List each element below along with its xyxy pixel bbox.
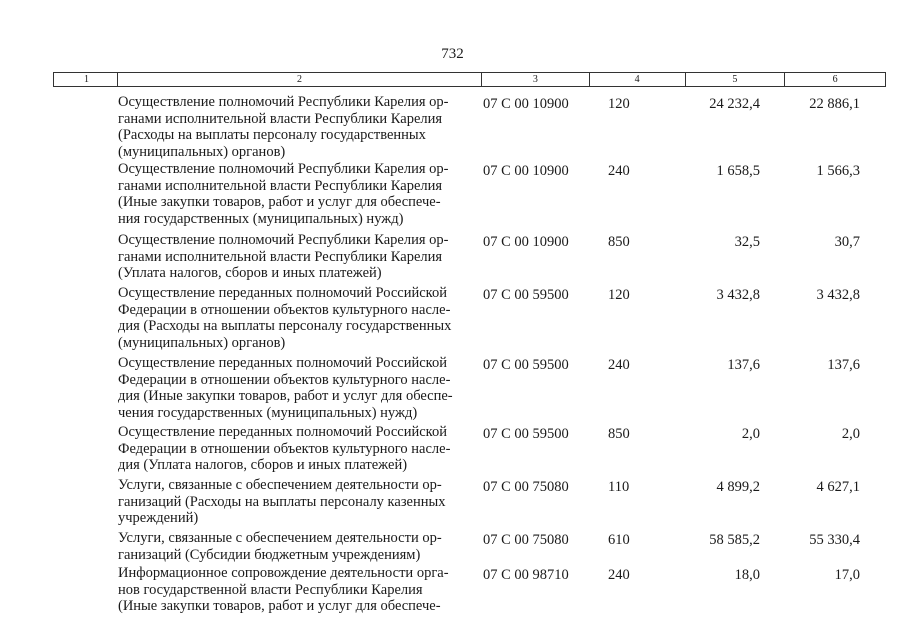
row-description-line: Осуществление полномочий Республики Карелия ор- (118, 161, 449, 177)
row-amount-col5: 1 658,5 (716, 163, 760, 179)
row-amount-col5: 137,6 (727, 357, 760, 373)
row-amount-col5: 2,0 (741, 426, 760, 442)
row-description-line: (Иные закупки товаров, работ и услуг для обеспече- (118, 598, 441, 615)
table-row (0, 565, 905, 616)
row-amount-col5: 3 432,8 (716, 287, 760, 303)
page-number: 732 (441, 46, 464, 62)
table-row (0, 424, 905, 477)
row-description-line: ния государственных (муниципальных) нужд) (118, 210, 404, 227)
row-description-line: (муниципальных) органов) (118, 143, 286, 160)
row-amount-col6: 3 432,8 (816, 287, 860, 303)
table-row (0, 530, 905, 565)
row-target-code: 07 С 00 10900 (483, 234, 569, 250)
header-col-5: 5 (686, 73, 786, 86)
table-row (0, 161, 905, 232)
row-amount-col5: 4 899,2 (716, 479, 760, 495)
row-target-code: 07 С 00 59500 (483, 426, 569, 442)
row-description (118, 565, 473, 615)
row-description-line: Информационное сопровождение деятельности орга- (118, 565, 449, 581)
row-description (118, 477, 473, 527)
row-amount-col6: 55 330,4 (809, 532, 860, 548)
row-description-line: ганами исполнительной власти Республики Карелия (118, 248, 443, 265)
row-description-line: ганами исполнительной власти Республики Карелия (118, 110, 443, 127)
row-expense-type: 850 (608, 234, 630, 250)
row-description-line: Услуги, связанные с обеспечением деятельности ор- (118, 530, 442, 546)
row-description (118, 530, 473, 563)
row-target-code: 07 С 00 59500 (483, 357, 569, 373)
row-amount-col5: 32,5 (734, 234, 760, 250)
header-col-1: 1 (54, 73, 118, 86)
table-body (0, 94, 905, 616)
row-description (118, 424, 473, 474)
row-amount-col6: 1 566,3 (816, 163, 860, 179)
row-description-line: Федерации в отношении объектов культурного насле- (118, 371, 451, 388)
row-description (118, 285, 473, 351)
row-target-code: 07 С 00 10900 (483, 96, 569, 112)
row-description-line: Услуги, связанные с обеспечением деятельности ор- (118, 477, 442, 493)
row-description-line: дия (Уплата налогов, сборов и иных платежей) (118, 457, 408, 474)
header-col-3: 3 (482, 73, 590, 86)
row-description-line: (муниципальных) органов) (118, 334, 286, 351)
row-description-line: Федерации в отношении объектов культурного насле- (118, 440, 451, 457)
row-amount-col6: 137,6 (827, 357, 860, 373)
row-description-line: ганизаций (Расходы на выплаты персоналу казенных (118, 493, 446, 510)
row-amount-col5: 24 232,4 (709, 96, 760, 112)
row-target-code: 07 С 00 10900 (483, 163, 569, 179)
row-description (118, 161, 473, 227)
row-description-line: Федерации в отношении объектов культурного насле- (118, 301, 451, 318)
row-description-line: нов государственной власти Республики Карелия (118, 581, 423, 598)
header-col-2: 2 (118, 73, 482, 86)
row-description-line: Осуществление переданных полномочий Российской (118, 355, 447, 371)
table-row (0, 94, 905, 161)
table-row (0, 285, 905, 355)
row-amount-col5: 18,0 (734, 567, 760, 583)
row-expense-type: 850 (608, 426, 630, 442)
header-col-4: 4 (590, 73, 686, 86)
row-description (118, 355, 473, 421)
row-expense-type: 240 (608, 357, 630, 373)
row-description-line: дия (Расходы на выплаты персоналу государственных (118, 318, 452, 335)
row-description (118, 94, 473, 160)
row-description-line: чения государственных (муниципальных) нужд) (118, 404, 418, 421)
row-amount-col6: 4 627,1 (816, 479, 860, 495)
row-description (118, 232, 473, 282)
row-amount-col5: 58 585,2 (709, 532, 760, 548)
table-row (0, 355, 905, 424)
row-description-line: учреждений) (118, 510, 199, 527)
row-expense-type: 120 (608, 96, 630, 112)
row-description-line: (Расходы на выплаты персоналу государственных (118, 127, 426, 144)
row-description-line: ганами исполнительной власти Республики Карелия (118, 177, 443, 194)
row-description-line: (Уплата налогов, сборов и иных платежей) (118, 265, 382, 282)
row-target-code: 07 С 00 59500 (483, 287, 569, 303)
row-expense-type: 610 (608, 532, 630, 548)
table-header-row (53, 72, 886, 87)
table-row (0, 232, 905, 285)
row-expense-type: 240 (608, 567, 630, 583)
row-amount-col6: 17,0 (834, 567, 860, 583)
row-expense-type: 120 (608, 287, 630, 303)
row-description-line: Осуществление полномочий Республики Карелия ор- (118, 232, 449, 248)
row-description-line: (Иные закупки товаров, работ и услуг для обеспече- (118, 194, 441, 211)
row-description-line: ганизаций (Субсидии бюджетным учреждениям) (118, 546, 421, 563)
row-amount-col6: 22 886,1 (809, 96, 860, 112)
table-row (0, 477, 905, 530)
row-expense-type: 240 (608, 163, 630, 179)
row-description-line: Осуществление полномочий Республики Карелия ор- (118, 94, 449, 110)
row-expense-type: 110 (608, 479, 630, 495)
header-col-6: 6 (832, 74, 838, 85)
row-description-line: дия (Иные закупки товаров, работ и услуг для обеспе- (118, 388, 453, 405)
row-description-line: Осуществление переданных полномочий Российской (118, 424, 447, 440)
row-target-code: 07 С 00 75080 (483, 479, 569, 495)
row-target-code: 07 С 00 75080 (483, 532, 569, 548)
row-amount-col6: 30,7 (834, 234, 860, 250)
row-description-line: Осуществление переданных полномочий Российской (118, 285, 447, 301)
row-target-code: 07 С 00 98710 (483, 567, 569, 583)
row-amount-col6: 2,0 (841, 426, 860, 442)
